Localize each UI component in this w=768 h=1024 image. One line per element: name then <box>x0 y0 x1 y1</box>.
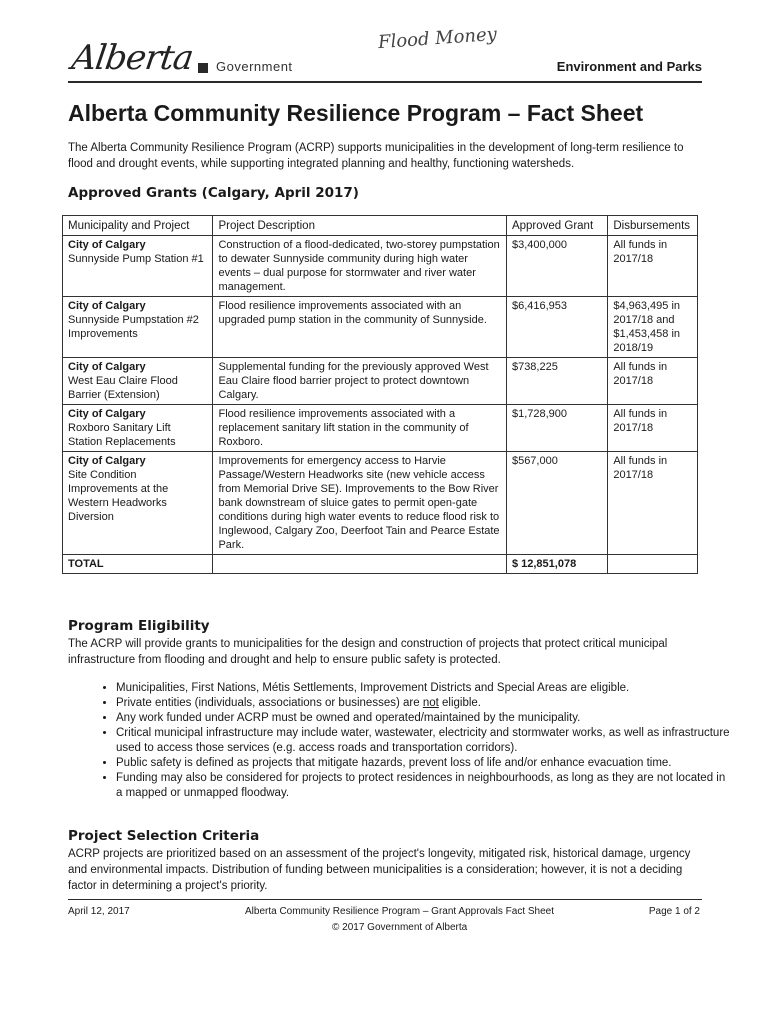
grants-table <box>62 215 698 574</box>
disbursement-cell: All funds in 2017/18 <box>608 236 698 297</box>
page-title: Alberta Community Resilience Program – Fact Sheet <box>68 100 644 126</box>
project-name: Roxboro Sanitary Lift Station Replacements <box>68 422 176 448</box>
disbursement-cell: All funds in 2017/18 <box>608 405 698 452</box>
column-header-grant: Approved Grant <box>506 216 607 236</box>
column-header-description: Project Description <box>213 216 506 236</box>
grant-cell: $3,400,000 <box>506 236 607 297</box>
grant-cell: $738,225 <box>506 358 607 405</box>
municipality-cell <box>63 297 213 358</box>
eligibility-heading: Program Eligibility <box>68 618 210 634</box>
footer-copyright: © 2017 Government of Alberta <box>332 922 468 933</box>
handwritten-note: Flood Money <box>377 23 498 54</box>
logo-government-label: Government <box>216 59 293 74</box>
description-cell: Flood resilience improvements associated with a replacement sanitary lift station in the community of Roxboro. <box>213 405 506 452</box>
disbursement-cell: All funds in 2017/18 <box>608 358 698 405</box>
description-cell: Construction of a flood-dedicated, two-storey pumpstation to dewater Sunnyside community during high water events – dual purpose for stormwater and river water management. <box>213 236 506 297</box>
description-cell: Improvements for emergency access to Harvie Passage/Western Headworks site (new vehicle access from Memorial Drive SE). Improvements to the Bow River bank downstream of sluice gates to permit open-gate conditions during high water events to reduce flood risk to Inglewood, Calgary Zoo, Deerfoot Tain and Pearce Estate Park. <box>213 452 506 555</box>
list-item: • Private entities (individuals, associations or businesses) are not eligible. <box>116 696 732 711</box>
description-cell: Flood resilience improvements associated with an upgraded pump station in the community of Sunnyside. <box>213 297 506 358</box>
table-row <box>63 236 698 297</box>
total-empty-cell <box>608 555 698 574</box>
municipality-name: City of Calgary <box>68 455 146 467</box>
table-row <box>63 358 698 405</box>
list-item: • Funding may also be considered for projects to protect residences in neighbourhoods, as long as they are not located in a mapped or unmapped floodway. <box>116 771 732 801</box>
municipality-cell <box>63 358 213 405</box>
ministry-name: Environment and Parks <box>556 59 702 74</box>
list-item: • Municipalities, First Nations, Métis Settlements, Improvement Districts and Special Areas are eligible. <box>116 681 732 696</box>
table-row <box>63 452 698 555</box>
total-label: TOTAL <box>63 555 213 574</box>
grants-heading: Approved Grants (Calgary, April 2017) <box>68 185 359 201</box>
table-header-row <box>63 216 698 236</box>
grant-cell: $567,000 <box>506 452 607 555</box>
project-name: Site Condition Improvements at the Western Headworks Diversion <box>68 469 169 523</box>
emphasis-not: not <box>422 697 439 709</box>
eligibility-list <box>86 681 732 801</box>
total-empty-cell <box>213 555 506 574</box>
column-header-disbursements: Disbursements <box>608 216 698 236</box>
intro-paragraph: The Alberta Community Resilience Program (ACRP) supports municipalities in the development of long-term resilience to flood and drought events, while supporting integrated planning and healthy, functioning watersheds. <box>68 142 684 170</box>
list-item: • Any work funded under ACRP must be owned and operated/maintained by the municipality. <box>116 711 732 726</box>
header-divider <box>68 81 702 83</box>
alberta-logo-square-icon <box>198 63 208 73</box>
municipality-name: City of Calgary <box>68 239 146 251</box>
disbursement-cell: $4,963,495 in 2017/18 and $1,453,458 in 2018/19 <box>608 297 698 358</box>
footer-page-number: Page 1 of 2 <box>648 906 700 917</box>
municipality-name: City of Calgary <box>68 361 146 373</box>
municipality-cell <box>63 236 213 297</box>
project-name: Sunnyside Pump Station #1 <box>68 253 204 265</box>
column-header-municipality: Municipality and Project <box>63 216 213 236</box>
description-cell: Supplemental funding for the previously approved West Eau Claire flood barrier project to protect downtown Calgary. <box>213 358 506 405</box>
disbursement-cell: All funds in 2017/18 <box>608 452 698 555</box>
table-row <box>63 405 698 452</box>
list-item: • Public safety is defined as projects that mitigate hazards, prevent loss of life and/or enhance evacuation time. <box>116 756 732 771</box>
selection-paragraph: ACRP projects are prioritized based on an assessment of the project's longevity, mitigated risk, historical damage, urgency and environmental impacts. Distribution of funding between municipalities is a consideration; however, it is not a deciding factor in determining a project's priority. <box>68 848 691 892</box>
footer-doc-title: Alberta Community Resilience Program – Grant Approvals Fact Sheet <box>245 906 555 917</box>
grant-cell: $6,416,953 <box>506 297 607 358</box>
grant-cell: $1,728,900 <box>506 405 607 452</box>
alberta-logo: Alberta <box>69 38 196 78</box>
eligibility-paragraph: The ACRP will provide grants to municipalities for the design and construction of projects that protect critical municipal infrastructure from flooding and drought and help to ensure public safety is protected. <box>68 638 668 666</box>
table-row <box>63 297 698 358</box>
municipality-name: City of Calgary <box>68 300 146 312</box>
selection-heading: Project Selection Criteria <box>68 828 260 844</box>
project-name: Sunnyside Pumpstation #2 Improvements <box>68 314 199 340</box>
municipality-name: City of Calgary <box>68 408 146 420</box>
municipality-cell <box>63 405 213 452</box>
footer-divider <box>68 899 702 900</box>
list-item: • Critical municipal infrastructure may include water, wastewater, electricity and stormwater works, as well as infrastructure used to access those services (e.g. access roads and transportation corridors). <box>116 726 732 756</box>
total-value: $ 12,851,078 <box>506 555 607 574</box>
footer-date: April 12, 2017 <box>68 906 130 917</box>
project-name: West Eau Claire Flood Barrier (Extension) <box>68 375 178 401</box>
table-total-row <box>63 555 698 574</box>
municipality-cell <box>63 452 213 555</box>
